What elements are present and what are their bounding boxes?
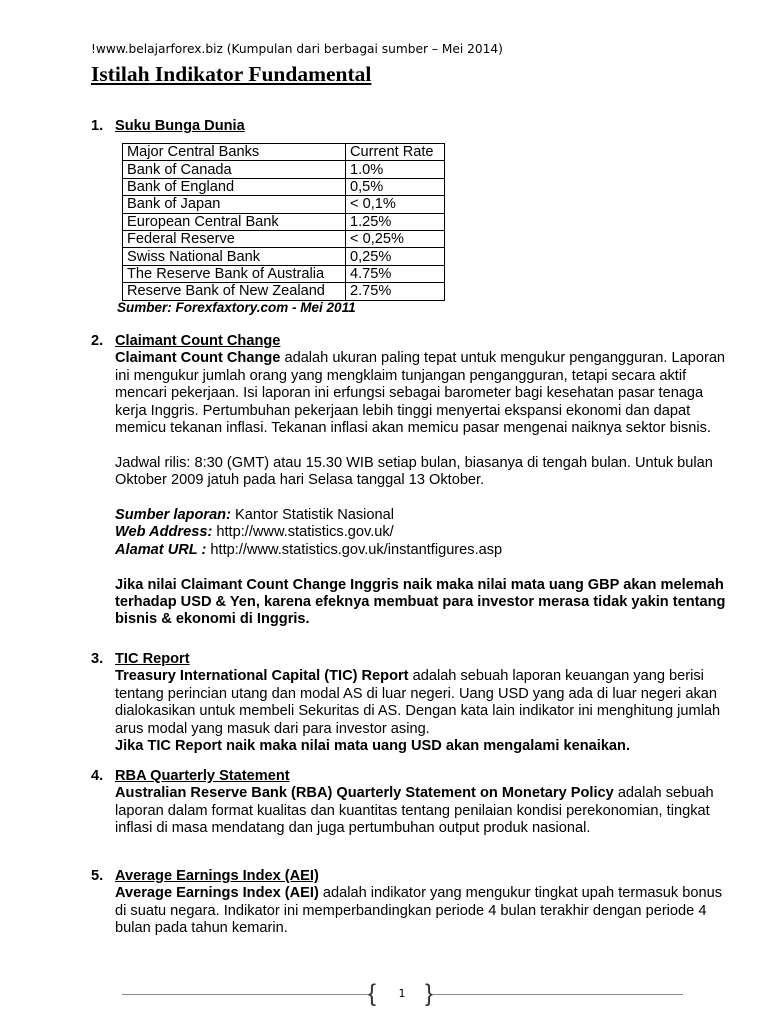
rate-cell: 1.0% [346,161,445,178]
page-number: 1 [398,987,406,1001]
source-label: Sumber laporan: [115,507,231,524]
rate-cell: 0,25% [346,248,445,265]
report-source [115,507,731,524]
paragraph-text: adalah sebuah laporan dalam format kualitas dan kuantitas tentang penilaian kondisi perekonomian, tingkat inflasi di masa mendatang dan juga pertumbuhan output produk nasional. [115,785,714,837]
section-title: Average Earnings Index (AEI) [115,868,319,884]
section-5 [91,868,731,938]
table-row [123,213,445,230]
rate-cell: 0,5% [346,178,445,195]
section-title: Suku Bunga Dunia [115,118,245,134]
table-row [123,265,445,282]
lead-term: Australian Reserve Bank (RBA) Quarterly Statement on Monetary Policy [115,785,614,802]
bank-name-cell: European Central Bank [123,213,346,230]
rate-cell: < 0,1% [346,196,445,213]
web-address-link[interactable]: http://www.statistics.gov.uk/ [212,524,394,541]
page-header: !www.belajarforex.biz (Kumpulan dari berbagai sumber – Mei 2014) [91,42,503,56]
paragraph-text: adalah indikator yang mengukur tingkat upah termasuk bonus di suatu negara. Indikator ini memperbandingkan periode 4 bulan terakhir dengan periode 4 bulan pada tahun kemarin. [115,885,723,937]
url-address [115,542,731,559]
section-paragraph [115,785,731,837]
footer-bracket-left-icon: { [368,980,377,1007]
conclusion-text: Jika nilai Claimant Count Change Inggris naik maka nilai mata uang GBP akan melemah terhadap USD & Yen, karena efeknya membuat para investor merasa tidak yakin tentang bisnis & ekonomi di Inggris. [115,576,726,628]
section-number: 1. [91,118,104,134]
section-paragraph [115,885,731,937]
section-paragraph [115,668,731,738]
rate-cell: 4.75% [346,265,445,282]
bank-name-cell: Swiss National Bank [123,248,346,265]
table-row [123,178,445,195]
lead-term: Average Earnings Index (AEI) [115,885,319,902]
web-address [115,524,731,541]
conclusion-text: Jika TIC Report naik maka nilai mata uang USD akan mengalami kenaikan. [115,738,631,755]
page-title: Istilah Indikator Fundamental [91,62,372,86]
bank-name-cell: Federal Reserve [123,230,346,247]
bank-name-cell: Reserve Bank of New Zealand [123,283,346,300]
section-number: 2. [91,333,104,349]
bank-name-cell: Bank of England [123,178,346,195]
source-value: Kantor Statistik Nasional [230,507,395,524]
rate-cell: < 0,25% [346,230,445,247]
paragraph-text: adalah sebuah laporan keuangan yang berisi tentang perincian utang dan modal AS di luar negeri. Uang USD yang ada di luar negeri akan dialokasikan untuk membeli Sekuritas di AS. Dengan kata lain indikator ini menghitung jumlah arus modal yang masuk dari para investor asing. [115,668,721,737]
url-link[interactable]: http://www.statistics.gov.uk/instantfigures.asp [206,541,503,558]
rate-cell: 2.75% [346,283,445,300]
section-4 [91,768,731,838]
bank-name-cell: Bank of Japan [123,196,346,213]
section-title: RBA Quarterly Statement [115,768,290,784]
footer-rule-right [433,994,683,995]
footer-bracket-right-icon: } [425,980,434,1007]
footer-rule-left [122,994,372,995]
rate-cell: 1.25% [346,213,445,230]
bank-name-cell: Bank of Canada [123,161,346,178]
section-conclusion [115,738,731,755]
table-source: Sumber: Forexfaxtory.com - Mei 2011 [117,300,356,315]
central-bank-rates-table [122,143,445,301]
section-2 [91,333,731,629]
section-number: 5. [91,868,104,884]
bank-name-cell: The Reserve Bank of Australia [123,265,346,282]
table-row [123,161,445,178]
section-title: Claimant Count Change [115,333,281,349]
section-conclusion [115,577,731,629]
web-address-label: Web Address: [115,524,213,541]
section-1 [91,118,731,135]
lead-term: Claimant Count Change [115,350,281,367]
section-number: 4. [91,768,104,784]
table-row [123,196,445,213]
url-label: Alamat URL : [115,541,207,558]
column-header-rate: Current Rate [346,144,445,161]
table-row [123,230,445,247]
table-row [123,248,445,265]
section-title: TIC Report [115,651,190,667]
column-header-bank: Major Central Banks [123,144,346,161]
section-3 [91,651,731,755]
paragraph-text: adalah ukuran paling tepat untuk mengukur pengangguran. Laporan ini mengukur jumlah orang yang mengklaim tunjangan pengangguran, tetapi secara aktif mencari pekerjaan. Isi laporan ini erfungsi sebagai barometer bagi kesehatan pasar tenaga kerja Inggris. Pertumbuhan pekerjaan lebih tinggi menyertai ekspansi ekonomi dan dapat memicu tekanan inflasi. Tekanan inflasi akan memicu pasar mengenai naiknya sektor bisnis. [115,350,726,437]
table-row [123,283,445,300]
section-paragraph [115,350,731,437]
lead-term: Treasury International Capital (TIC) Report [115,668,409,685]
table-header-row [123,144,445,161]
section-number: 3. [91,651,104,667]
release-schedule: Jadwal rilis: 8:30 (GMT) atau 15.30 WIB setiap bulan, biasanya di tengah bulan. Untuk bulan Oktober 2009 jatuh pada hari Selasa tanggal 13 Oktober. [115,454,713,489]
